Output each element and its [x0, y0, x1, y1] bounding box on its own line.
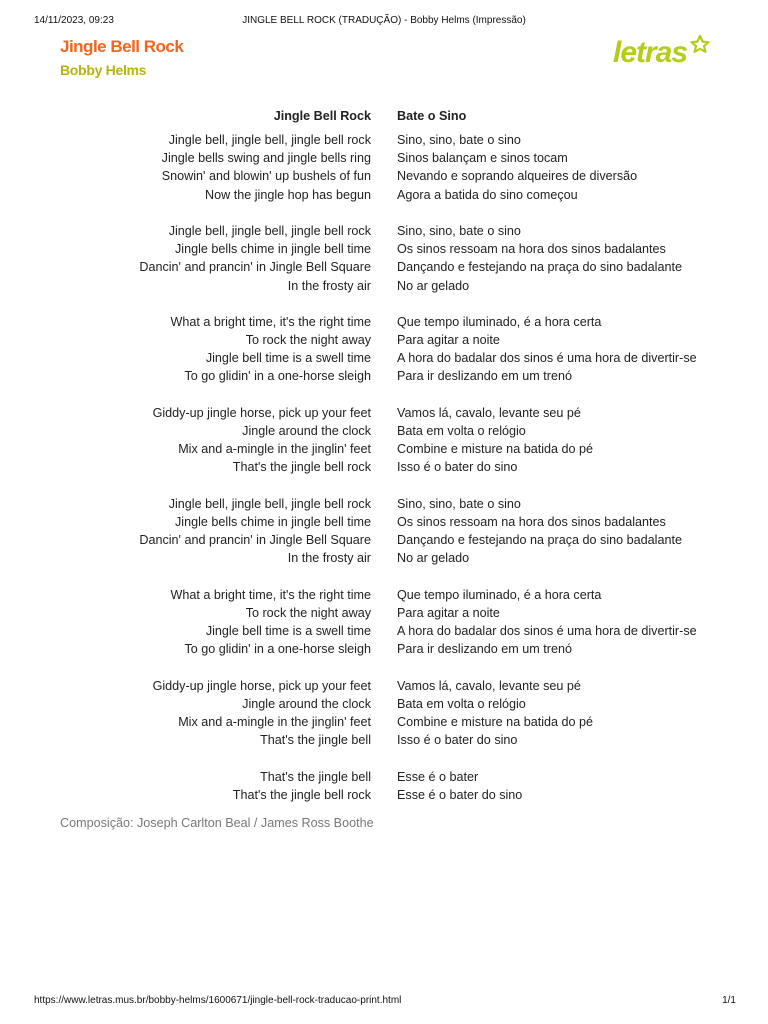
original-lyric-line: That's the jingle bell: [260, 769, 371, 784]
original-lyric-line: Jingle bell, jingle bell, jingle bell rock: [168, 496, 371, 511]
lyric-row: [0, 586, 768, 604]
translated-lyric-line: No ar gelado: [397, 278, 470, 293]
original-lyric-line: To go glidin' in a one-horse sleigh: [184, 369, 371, 384]
translated-lyric-line: Esse é o bater do sino: [397, 787, 523, 802]
original-lyric-line: To rock the night away: [245, 605, 371, 620]
original-lyric-line: Jingle bell time is a swell time: [205, 351, 371, 366]
translated-lyric-line: Os sinos ressoam na hora dos sinos badalantes: [397, 514, 666, 529]
lyric-row: [0, 186, 768, 204]
translated-lyric-line: Sino, sino, bate o sino: [397, 223, 521, 238]
original-lyric-line: What a bright time, it's the right time: [170, 314, 371, 329]
lyric-row: [0, 367, 768, 385]
original-lyric-line: Jingle bells swing and jingle bells ring: [161, 151, 371, 166]
translated-lyric-line: Que tempo iluminado, é a hora certa: [397, 587, 602, 602]
translated-lyric-line: Os sinos ressoam na hora dos sinos badalantes: [397, 242, 666, 257]
letras-logo-text: letras: [613, 36, 688, 69]
original-column-title: Jingle Bell Rock: [273, 109, 371, 123]
stanza: [0, 768, 768, 804]
print-date: 14/11/2023, 09:23: [34, 15, 114, 26]
translated-lyric-line: Vamos lá, cavalo, levante seu pé: [397, 405, 581, 420]
stanza: [0, 404, 768, 477]
stanza: [0, 586, 768, 659]
original-lyric-line: What a bright time, it's the right time: [170, 587, 371, 602]
song-title: Jingle Bell Rock: [60, 37, 184, 56]
translated-lyric-line: Sino, sino, bate o sino: [397, 133, 521, 147]
stanza: [0, 677, 768, 750]
original-lyric-line: Giddy-up jingle horse, pick up your feet: [152, 678, 371, 693]
translated-lyric-line: Vamos lá, cavalo, levante seu pé: [397, 678, 581, 693]
stanza: [0, 131, 768, 204]
original-lyric-line: Jingle bell, jingle bell, jingle bell rock: [168, 133, 371, 147]
translated-lyric-line: Dançando e festejando na praça do sino badalante: [397, 533, 682, 548]
lyric-row: [0, 404, 768, 422]
translated-lyric-line: Para ir deslizando em um trenó: [397, 369, 572, 384]
translation-column-title: Bate o Sino: [397, 109, 467, 123]
original-lyric-line: Giddy-up jingle horse, pick up your feet: [152, 405, 371, 420]
lyric-row: [0, 240, 768, 258]
lyric-row: [0, 167, 768, 185]
stanza: [0, 313, 768, 386]
lyric-row: [0, 786, 768, 804]
original-lyric-line: To rock the night away: [245, 333, 371, 348]
lyric-row: [0, 677, 768, 695]
stanza: [0, 495, 768, 568]
translated-lyric-line: Para agitar a noite: [397, 333, 500, 348]
lyric-row: [0, 640, 768, 658]
lyric-row: [0, 222, 768, 240]
translated-lyric-line: Nevando e soprando alqueires de diversão: [397, 169, 638, 184]
translated-lyric-line: Agora a batida do sino começou: [397, 187, 578, 202]
lyric-row: [0, 258, 768, 276]
lyric-row: [0, 713, 768, 731]
lyric-row: [0, 277, 768, 295]
stanza: [0, 222, 768, 295]
translated-lyric-line: Isso é o bater do sino: [397, 460, 518, 475]
artist-name[interactable]: Bobby Helms: [60, 62, 147, 78]
translated-lyric-line: No ar gelado: [397, 551, 470, 566]
column-headers: [0, 107, 768, 125]
lyric-row: [0, 422, 768, 440]
composer-credit: Composição: Joseph Carlton Beal / James Ross Boothe: [60, 816, 374, 830]
original-lyric-line: That's the jingle bell rock: [232, 787, 371, 802]
original-lyric-line: Snowin' and blowin' up bushels of fun: [161, 169, 371, 184]
original-lyric-line: Jingle bells chime in jingle bell time: [175, 514, 371, 529]
translated-lyric-line: Bata em volta o relógio: [397, 424, 526, 438]
original-lyric-line: To go glidin' in a one-horse sleigh: [184, 642, 371, 657]
original-lyric-line: Dancin' and prancin' in Jingle Bell Square: [139, 533, 371, 548]
original-lyric-line: In the frosty air: [287, 278, 371, 293]
lyric-row: [0, 149, 768, 167]
page-number: 1/1: [722, 995, 736, 1006]
lyric-row: [0, 695, 768, 713]
lyric-row: [0, 313, 768, 331]
original-lyric-line: Jingle bell, jingle bell, jingle bell rock: [168, 223, 371, 238]
lyric-row: [0, 622, 768, 640]
lyric-row: [0, 731, 768, 749]
stanza-list: [0, 131, 768, 804]
lyric-row: [0, 495, 768, 513]
translated-lyric-line: Para ir deslizando em um trenó: [397, 642, 572, 657]
lyric-row: [0, 549, 768, 567]
original-lyric-line: That's the jingle bell rock: [232, 460, 371, 475]
translated-lyric-line: Combine e misture na batida do pé: [397, 442, 594, 457]
lyric-row: [0, 531, 768, 549]
lyric-row: [0, 131, 768, 149]
lyric-row: [0, 349, 768, 367]
original-lyric-line: Jingle around the clock: [242, 424, 371, 438]
lyric-row: [0, 604, 768, 622]
lyric-row: [0, 513, 768, 531]
lyric-row: [0, 331, 768, 349]
translated-lyric-line: Isso é o bater do sino: [397, 733, 518, 748]
original-lyric-line: Now the jingle hop has begun: [205, 187, 371, 202]
translated-lyric-line: Sino, sino, bate o sino: [397, 496, 521, 511]
lyric-row: [0, 440, 768, 458]
translated-lyric-line: Bata em volta o relógio: [397, 696, 526, 711]
original-lyric-line: Dancin' and prancin' in Jingle Bell Square: [139, 260, 371, 275]
translated-lyric-line: Dançando e festejando na praça do sino badalante: [397, 260, 682, 275]
original-lyric-line: Mix and a-mingle in the jinglin' feet: [178, 442, 371, 457]
original-lyric-line: Mix and a-mingle in the jinglin' feet: [178, 715, 371, 729]
star-icon: [692, 36, 709, 52]
lyrics-container: [0, 107, 768, 822]
translated-lyric-line: Que tempo iluminado, é a hora certa: [397, 314, 602, 329]
print-url: https://www.letras.mus.br/bobby-helms/1600671/jingle-bell-rock-traducao-print.html: [34, 995, 402, 1006]
original-lyric-line: Jingle around the clock: [242, 696, 371, 711]
letras-logo: [612, 33, 712, 69]
translated-lyric-line: Para agitar a noite: [397, 605, 500, 620]
original-lyric-line: Jingle bell time is a swell time: [205, 624, 371, 639]
translated-lyric-line: Sinos balançam e sinos tocam: [397, 151, 568, 166]
lyric-row: [0, 458, 768, 476]
lyric-row: [0, 768, 768, 786]
original-lyric-line: In the frosty air: [287, 551, 371, 566]
original-lyric-line: Jingle bells chime in jingle bell time: [175, 242, 371, 257]
original-lyric-line: That's the jingle bell: [260, 733, 371, 748]
translated-lyric-line: Combine e misture na batida do pé: [397, 715, 594, 729]
translated-lyric-line: A hora do badalar dos sinos é uma hora de divertir-se: [397, 624, 697, 639]
translated-lyric-line: A hora do badalar dos sinos é uma hora de divertir-se: [397, 351, 697, 366]
translated-lyric-line: Esse é o bater: [397, 769, 479, 784]
print-document-title: JINGLE BELL ROCK (TRADUÇÃO) - Bobby Helms (Impressão): [242, 15, 526, 26]
